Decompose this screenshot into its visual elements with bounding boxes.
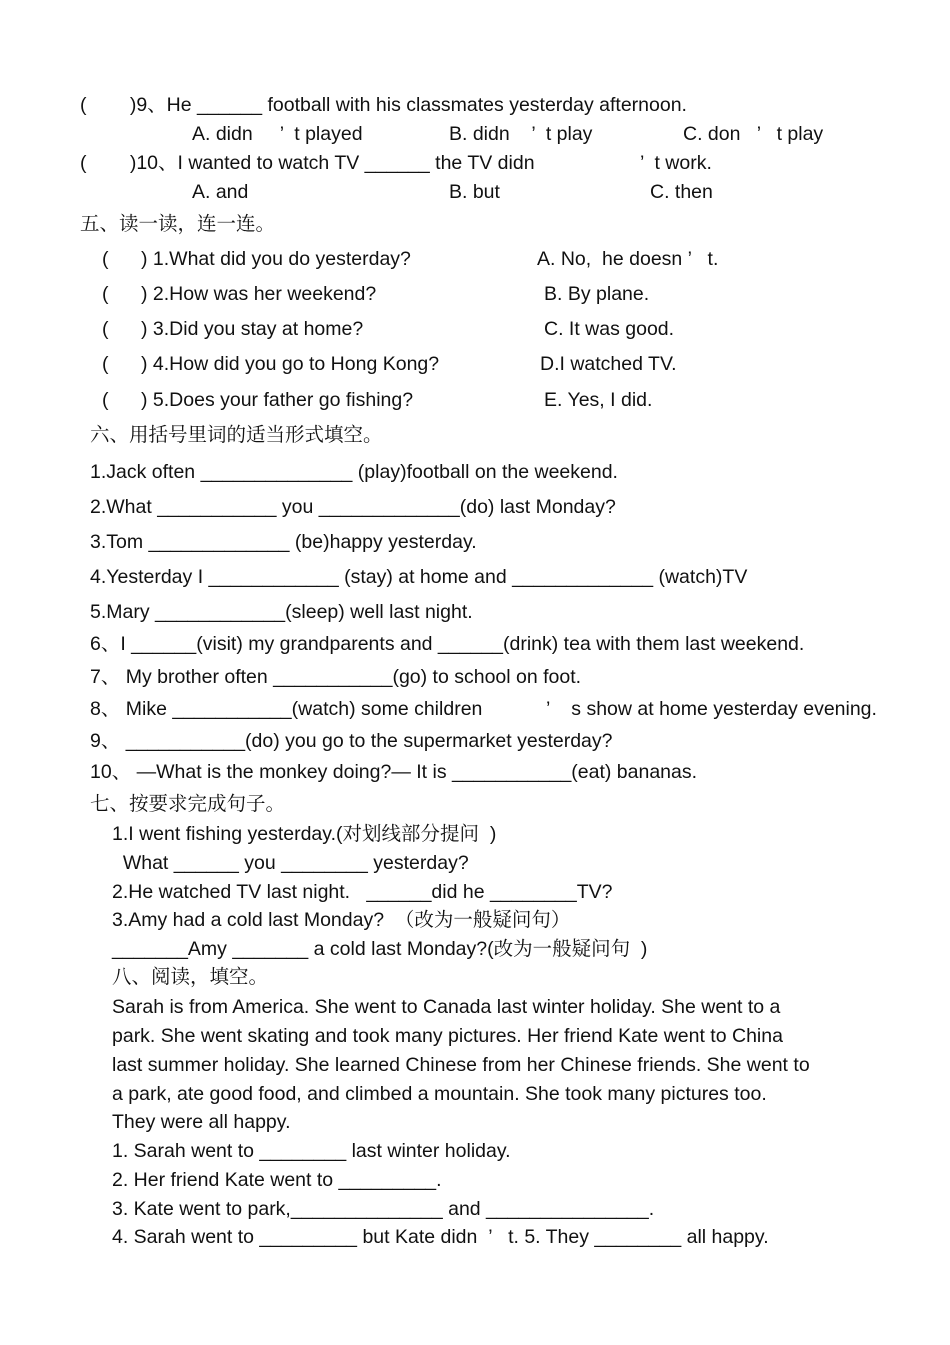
section6-q5: 5.Mary ____________(sleep) well last night. [90, 601, 473, 623]
section7-line5: _______Amy _______ a cold last Monday?(改为一般疑问句 ) [112, 938, 648, 960]
q10-stem: ( )10、I wanted to watch TV ______ the TV didn [80, 152, 535, 174]
section8-q1: 1. Sarah went to ________ last winter holiday. [112, 1140, 511, 1162]
q10-option-c: C. then [650, 181, 713, 203]
q10-option-a: A. and [192, 181, 249, 203]
section6-q10: 10、 —What is the monkey doing?— It is ___________(eat) bananas. [90, 761, 698, 783]
q10-stem-end: ’ t work. [640, 152, 712, 174]
section8-q4: 4. Sarah went to _________ but Kate didn ’ t. 5. They ________ all happy. [112, 1226, 769, 1248]
section6-q2: 2.What ___________ you _____________(do) last Monday? [90, 496, 616, 518]
section6-q6: 6、I ______(visit) my grandparents and ______(drink) tea with them last weekend. [90, 633, 805, 655]
section7-line3: 2.He watched TV last night. ______did he ________TV? [112, 881, 613, 903]
q9-option-b: B. didn ’ t play [449, 123, 593, 145]
section7-title: 七、按要求完成句子。 [90, 792, 286, 815]
section6-q3: 3.Tom _____________ (be)happy yesterday. [90, 531, 477, 553]
q9-option-c: C. don ’ t play [683, 123, 824, 145]
passage-line-3: last summer holiday. She learned Chinese from her Chinese friends. She went to [112, 1054, 810, 1076]
section8-q2: 2. Her friend Kate went to _________. [112, 1169, 442, 1191]
section6-title: 六、用括号里词的适当形式填空。 [90, 423, 383, 446]
passage-line-4: a park, ate good food, and climbed a mountain. She took many pictures too. [112, 1083, 767, 1105]
q10-option-b: B. but [449, 181, 500, 203]
passage-line-1: Sarah is from America. She went to Canada last winter holiday. She went to a [112, 996, 781, 1018]
section6-q8: 8、 Mike ___________(watch) some children [90, 698, 483, 720]
section7-line4: 3.Amy had a cold last Monday? （改为一般疑问句） [112, 909, 571, 931]
section5-a3: C. It was good. [544, 318, 675, 340]
section5-a1: A. No, he doesn ’ t. [537, 248, 719, 270]
section8-q3: 3. Kate went to park,______________ and _______________. [112, 1198, 655, 1220]
q9-option-a: A. didn ’ t played [192, 123, 363, 145]
section7-line1: 1.I went fishing yesterday.(对划线部分提问 ) [112, 823, 497, 845]
section7-line2: What ______ you ________ yesterday? [112, 852, 469, 874]
section6-q9: 9、 ___________(do) you go to the supermarket yesterday? [90, 730, 613, 752]
section8-title: 八、阅读，填空。 [112, 965, 269, 988]
section5-a4: D.I watched TV. [540, 353, 677, 375]
section5-title: 五、读一读，连一连。 [80, 212, 276, 235]
section6-q8-end: ’ s show at home yesterday evening. [546, 698, 877, 720]
section5-a2: B. By plane. [544, 283, 650, 305]
section6-q4: 4.Yesterday I ____________ (stay) at home and _____________ (watch)TV [90, 566, 748, 588]
section5-q1: ( ) 1.What did you do yesterday? [102, 248, 411, 270]
section5-q3: ( ) 3.Did you stay at home? [102, 318, 364, 340]
q9-stem: ( )9、He ______ football with his classmates yesterday afternoon. [80, 94, 687, 116]
section5-q2: ( ) 2.How was her weekend? [102, 283, 377, 305]
section6-q7: 7、 My brother often ___________(go) to school on foot. [90, 666, 582, 688]
section5-q4: ( ) 4.How did you go to Hong Kong? [102, 353, 440, 375]
passage-line-2: park. She went skating and took many pictures. Her friend Kate went to China [112, 1025, 783, 1047]
passage-line-5: They were all happy. [112, 1111, 291, 1133]
section6-q1: 1.Jack often ______________ (play)football on the weekend. [90, 461, 618, 483]
section5-q5: ( ) 5.Does your father go fishing? [102, 389, 414, 411]
section5-a5: E. Yes, I did. [544, 389, 653, 411]
